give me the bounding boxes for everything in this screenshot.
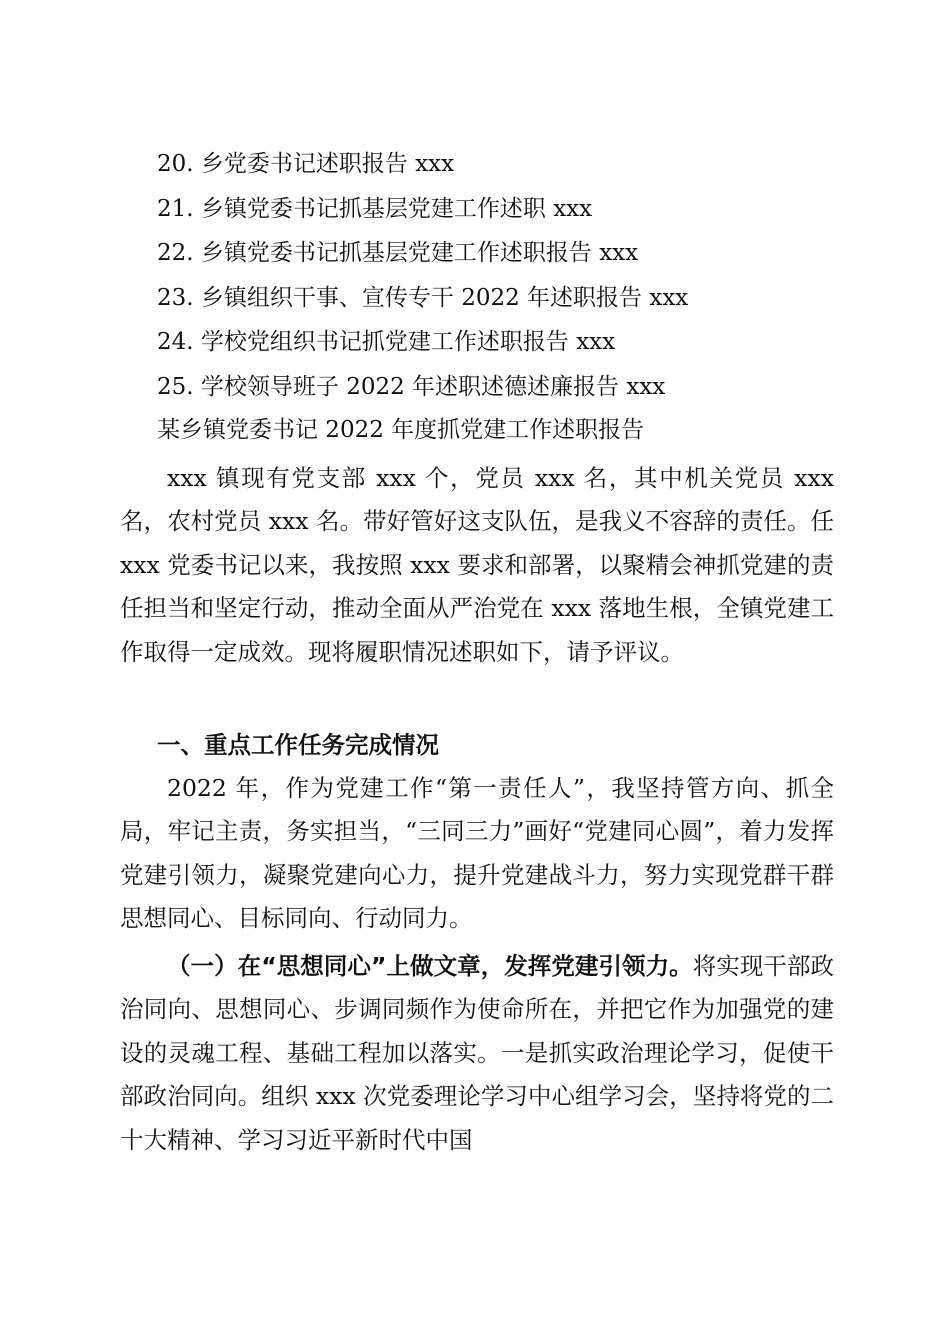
intro-paragraph: xxx 镇现有党支部 xxx 个，党员 xxx 名，其中机关党员 xxx 名，农村党员 xxx 名。带好管好这支队伍，是我义不容辞的责任。任 xxx 党委书记以来，我按照 xxx 要求和部署，以聚精会神抓党建的责任担当和坚定行动，推动全面从严治党在 xxx 落地生根，全镇党建工作取得一定成效。现将履职情况述职如下，请予评议。	[120, 464, 834, 666]
table-of-contents	[157, 142, 857, 409]
section-heading: 一、重点工作任务完成情况	[157, 731, 439, 759]
toc-item-21: 21. 乡镇党委书记抓基层党建工作述职 xxx	[157, 195, 593, 222]
toc-item-25: 25. 学校领导班子 2022 年述职述德述廉报告 xxx	[157, 373, 666, 400]
toc-item-20: 20. 乡党委书记述职报告 xxx	[157, 151, 455, 177]
section-paragraph: 2022 年，作为党建工作“第一责任人”，我坚持管方向、抓全局，牢记主责，务实担当，“三同三力”画好“党建同心圆”，着力发挥党建引领力，凝聚党建向心力，提升党建战斗力，努力实现党群干群思想同心、目标同向、行动同力。	[120, 774, 834, 933]
toc-item-24: 24. 学校党组织书记抓党建工作述职报告 xxx	[157, 329, 616, 355]
toc-item-22: 22. 乡镇党委书记抓基层党建工作述职报告 xxx	[157, 240, 639, 266]
subsection-lead: （一）在“思想同心”上做文章，发挥党建引领力。	[167, 952, 693, 980]
document-title: 某乡镇党委书记 2022 年度抓党建工作述职报告	[157, 417, 645, 443]
toc-item-23: 23. 乡镇组织干事、宣传专干 2022 年述职报告 xxx	[157, 284, 689, 311]
subsection-paragraph	[120, 945, 834, 1162]
subsection-body: 将实现干部政治同向、思想同心、步调同频作为使命所在，并把它作为加强党的建设的灵魂工程、基础工程加以落实。一是抓实政治理论学习，促使干部政治同向。组织 xxx 次党委理论学习中心组学习会，坚持将党的二十大精神、学习习近平新时代中国	[120, 952, 835, 1154]
